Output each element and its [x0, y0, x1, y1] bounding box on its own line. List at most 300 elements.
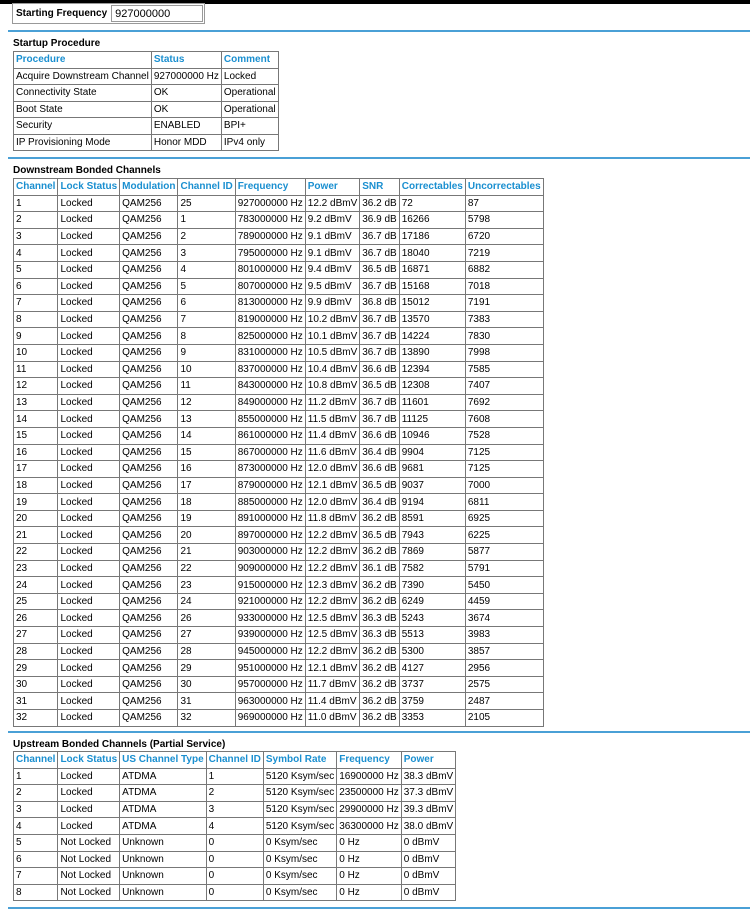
- table-cell: Locked: [58, 660, 120, 677]
- table-header-row: [14, 52, 279, 69]
- table-cell: 1: [14, 768, 58, 785]
- table-row: [14, 868, 456, 885]
- table-cell: 2: [14, 785, 58, 802]
- table-cell: 31: [14, 693, 58, 710]
- table-cell: QAM256: [120, 477, 178, 494]
- table-row: [14, 560, 544, 577]
- table-cell: Locked: [58, 311, 120, 328]
- table-cell: Locked: [58, 801, 120, 818]
- table-cell: Boot State: [14, 101, 152, 118]
- table-row: [14, 228, 544, 245]
- table-cell: 4127: [399, 660, 465, 677]
- table-cell: 3857: [465, 643, 543, 660]
- table-cell: 0 Hz: [337, 851, 402, 868]
- table-cell: 3: [14, 801, 58, 818]
- table-cell: 12.5 dBmV: [305, 627, 359, 644]
- table-cell: QAM256: [120, 610, 178, 627]
- table-row: [14, 643, 544, 660]
- table-cell: ATDMA: [120, 768, 207, 785]
- table-cell: Locked: [58, 278, 120, 295]
- table-cell: 10.4 dBmV: [305, 361, 359, 378]
- table-cell: 25: [14, 593, 58, 610]
- table-cell: 789000000 Hz: [235, 228, 305, 245]
- table-cell: QAM256: [120, 693, 178, 710]
- table-row: [14, 85, 279, 102]
- table-cell: Locked: [58, 544, 120, 561]
- downstream-title: Downstream Bonded Channels: [13, 165, 161, 176]
- table-row: [14, 494, 544, 511]
- table-cell: 5450: [465, 577, 543, 594]
- table-cell: 17: [14, 461, 58, 478]
- table-cell: Connectivity State: [14, 85, 152, 102]
- starting-frequency-input[interactable]: 927000000: [111, 5, 203, 22]
- column-header: Procedure: [14, 52, 152, 69]
- table-cell: 7: [14, 868, 58, 885]
- table-cell: 22: [14, 544, 58, 561]
- table-cell: 36300000 Hz: [337, 818, 402, 835]
- table-cell: 36.3 dB: [360, 610, 399, 627]
- table-cell: 921000000 Hz: [235, 593, 305, 610]
- table-cell: 6225: [465, 527, 543, 544]
- table-cell: Locked: [58, 295, 120, 312]
- table-row: [14, 527, 544, 544]
- table-cell: 36.2 dB: [360, 544, 399, 561]
- table-row: [14, 818, 456, 835]
- table-cell: 8: [14, 884, 58, 901]
- table-cell: 23: [14, 560, 58, 577]
- table-cell: QAM256: [120, 494, 178, 511]
- table-cell: 7869: [399, 544, 465, 561]
- table-row: [14, 851, 456, 868]
- table-cell: 0 Ksym/sec: [263, 834, 336, 851]
- table-cell: 885000000 Hz: [235, 494, 305, 511]
- table-cell: 5300: [399, 643, 465, 660]
- table-cell: 39.3 dBmV: [401, 801, 455, 818]
- table-row: [14, 710, 544, 727]
- table-cell: 9681: [399, 461, 465, 478]
- table-cell: QAM256: [120, 527, 178, 544]
- table-cell: 5: [178, 278, 235, 295]
- table-cell: 927000000 Hz: [235, 195, 305, 212]
- table-cell: 7998: [465, 344, 543, 361]
- table-row: [14, 344, 544, 361]
- table-cell: 12.3 dBmV: [305, 577, 359, 594]
- table-row: [14, 768, 456, 785]
- column-header: Channel: [14, 752, 58, 769]
- table-cell: 10.8 dBmV: [305, 378, 359, 395]
- table-cell: Locked: [58, 560, 120, 577]
- table-row: [14, 444, 544, 461]
- table-cell: Unknown: [120, 834, 207, 851]
- table-cell: QAM256: [120, 278, 178, 295]
- table-row: [14, 477, 544, 494]
- table-cell: 36.7 dB: [360, 245, 399, 262]
- table-cell: 807000000 Hz: [235, 278, 305, 295]
- table-cell: 12.2 dBmV: [305, 593, 359, 610]
- table-cell: 13: [178, 411, 235, 428]
- table-cell: 12394: [399, 361, 465, 378]
- table-cell: QAM256: [120, 444, 178, 461]
- table-cell: 15: [178, 444, 235, 461]
- table-cell: 36.7 dB: [360, 344, 399, 361]
- table-cell: Operational: [221, 101, 278, 118]
- table-cell: 32: [14, 710, 58, 727]
- table-cell: 36.2 dB: [360, 693, 399, 710]
- table-cell: Locked: [58, 676, 120, 693]
- table-row: [14, 627, 544, 644]
- table-cell: 855000000 Hz: [235, 411, 305, 428]
- table-cell: BPI+: [221, 118, 278, 135]
- table-cell: 28: [178, 643, 235, 660]
- table-row: [14, 427, 544, 444]
- table-cell: Security: [14, 118, 152, 135]
- table-cell: 5877: [465, 544, 543, 561]
- table-cell: Locked: [58, 444, 120, 461]
- table-cell: 3: [178, 245, 235, 262]
- table-cell: 819000000 Hz: [235, 311, 305, 328]
- column-header: US Channel Type: [120, 752, 207, 769]
- table-cell: QAM256: [120, 577, 178, 594]
- table-cell: 9: [178, 344, 235, 361]
- table-cell: 12.2 dBmV: [305, 560, 359, 577]
- table-cell: 801000000 Hz: [235, 261, 305, 278]
- table-cell: 12.0 dBmV: [305, 461, 359, 478]
- table-cell: 5243: [399, 610, 465, 627]
- table-cell: Locked: [58, 411, 120, 428]
- table-cell: ATDMA: [120, 785, 207, 802]
- table-cell: 5120 Ksym/sec: [263, 785, 336, 802]
- section-divider: [8, 30, 750, 32]
- table-cell: 891000000 Hz: [235, 510, 305, 527]
- column-header: Comment: [221, 52, 278, 69]
- table-cell: 0 Ksym/sec: [263, 868, 336, 885]
- table-cell: 3: [206, 801, 263, 818]
- column-header: Channel ID: [178, 179, 235, 196]
- table-header-row: [14, 752, 456, 769]
- table-cell: 11.8 dBmV: [305, 510, 359, 527]
- table-cell: 30: [178, 676, 235, 693]
- table-cell: 3759: [399, 693, 465, 710]
- table-row: [14, 195, 544, 212]
- table-cell: 3737: [399, 676, 465, 693]
- table-cell: 879000000 Hz: [235, 477, 305, 494]
- table-cell: 3353: [399, 710, 465, 727]
- downstream-table: [13, 178, 544, 727]
- table-cell: 10: [178, 361, 235, 378]
- section-divider: [8, 731, 750, 733]
- table-cell: 945000000 Hz: [235, 643, 305, 660]
- table-cell: 7191: [465, 295, 543, 312]
- table-cell: 37.3 dBmV: [401, 785, 455, 802]
- table-cell: QAM256: [120, 245, 178, 262]
- table-cell: 36.7 dB: [360, 311, 399, 328]
- table-cell: 17: [178, 477, 235, 494]
- table-cell: Locked: [58, 261, 120, 278]
- table-cell: Unknown: [120, 868, 207, 885]
- table-cell: 10: [14, 344, 58, 361]
- table-cell: 31: [178, 693, 235, 710]
- table-row: [14, 577, 544, 594]
- table-cell: 36.2 dB: [360, 510, 399, 527]
- table-row: [14, 676, 544, 693]
- table-cell: 903000000 Hz: [235, 544, 305, 561]
- table-cell: 36.2 dB: [360, 577, 399, 594]
- table-cell: 36.7 dB: [360, 328, 399, 345]
- table-cell: 10.1 dBmV: [305, 328, 359, 345]
- table-cell: OK: [151, 85, 221, 102]
- table-cell: 12: [14, 378, 58, 395]
- table-cell: QAM256: [120, 228, 178, 245]
- table-cell: Locked: [58, 818, 120, 835]
- table-cell: 813000000 Hz: [235, 295, 305, 312]
- table-cell: 0: [206, 834, 263, 851]
- table-cell: 9904: [399, 444, 465, 461]
- table-row: [14, 361, 544, 378]
- table-cell: 7528: [465, 427, 543, 444]
- table-cell: 0 dBmV: [401, 884, 455, 901]
- table-cell: QAM256: [120, 510, 178, 527]
- table-cell: 9.2 dBmV: [305, 212, 359, 229]
- table-row: [14, 884, 456, 901]
- table-cell: 27: [178, 627, 235, 644]
- table-cell: Unknown: [120, 884, 207, 901]
- table-cell: 849000000 Hz: [235, 394, 305, 411]
- table-cell: 27: [14, 627, 58, 644]
- table-row: [14, 593, 544, 610]
- table-cell: 13570: [399, 311, 465, 328]
- table-row: [14, 693, 544, 710]
- table-cell: 36.5 dB: [360, 527, 399, 544]
- table-cell: QAM256: [120, 311, 178, 328]
- table-cell: 24: [178, 593, 235, 610]
- table-cell: 16266: [399, 212, 465, 229]
- table-cell: 927000000 Hz: [151, 68, 221, 85]
- table-cell: 1: [206, 768, 263, 785]
- table-cell: 15: [14, 427, 58, 444]
- table-row: [14, 660, 544, 677]
- table-cell: 9.1 dBmV: [305, 245, 359, 262]
- table-cell: QAM256: [120, 411, 178, 428]
- table-cell: 933000000 Hz: [235, 610, 305, 627]
- table-cell: 7018: [465, 278, 543, 295]
- table-cell: 18: [178, 494, 235, 511]
- table-cell: 9037: [399, 477, 465, 494]
- table-cell: Locked: [58, 228, 120, 245]
- table-cell: Locked: [58, 477, 120, 494]
- table-row: [14, 461, 544, 478]
- table-cell: 8591: [399, 510, 465, 527]
- table-cell: Locked: [58, 328, 120, 345]
- table-row: [14, 544, 544, 561]
- table-cell: 939000000 Hz: [235, 627, 305, 644]
- table-cell: 7125: [465, 444, 543, 461]
- table-cell: Locked: [58, 195, 120, 212]
- table-cell: 0 Hz: [337, 884, 402, 901]
- table-row: [14, 411, 544, 428]
- startup-table: [13, 51, 279, 151]
- column-header: Channel: [14, 179, 58, 196]
- table-cell: 7407: [465, 378, 543, 395]
- table-cell: Acquire Downstream Channel: [14, 68, 152, 85]
- table-cell: 17186: [399, 228, 465, 245]
- table-cell: 12.2 dBmV: [305, 643, 359, 660]
- column-header: Frequency: [337, 752, 402, 769]
- table-cell: QAM256: [120, 660, 178, 677]
- table-cell: 36.6 dB: [360, 427, 399, 444]
- table-cell: IP Provisioning Mode: [14, 134, 152, 151]
- table-cell: 6249: [399, 593, 465, 610]
- table-cell: 11.7 dBmV: [305, 676, 359, 693]
- table-cell: Locked: [58, 461, 120, 478]
- table-cell: 7125: [465, 461, 543, 478]
- table-cell: 36.7 dB: [360, 228, 399, 245]
- section-divider: [8, 157, 750, 159]
- table-cell: 36.7 dB: [360, 394, 399, 411]
- table-cell: Locked: [58, 785, 120, 802]
- table-cell: 7830: [465, 328, 543, 345]
- table-cell: 23500000 Hz: [337, 785, 402, 802]
- table-cell: 18040: [399, 245, 465, 262]
- table-cell: Locked: [58, 768, 120, 785]
- table-row: [14, 785, 456, 802]
- table-cell: 0 Hz: [337, 868, 402, 885]
- table-cell: 28: [14, 643, 58, 660]
- table-cell: 831000000 Hz: [235, 344, 305, 361]
- table-cell: 6882: [465, 261, 543, 278]
- table-row: [14, 610, 544, 627]
- table-row: [14, 68, 279, 85]
- table-cell: 21: [178, 544, 235, 561]
- table-cell: 909000000 Hz: [235, 560, 305, 577]
- table-row: [14, 378, 544, 395]
- table-cell: 13890: [399, 344, 465, 361]
- table-cell: QAM256: [120, 676, 178, 693]
- table-cell: 21: [14, 527, 58, 544]
- table-cell: 29: [14, 660, 58, 677]
- table-row: [14, 801, 456, 818]
- table-cell: 36.3 dB: [360, 627, 399, 644]
- table-cell: ENABLED: [151, 118, 221, 135]
- table-cell: Locked: [58, 610, 120, 627]
- table-cell: QAM256: [120, 461, 178, 478]
- table-cell: 3983: [465, 627, 543, 644]
- table-cell: 6811: [465, 494, 543, 511]
- table-cell: 5513: [399, 627, 465, 644]
- table-cell: 32: [178, 710, 235, 727]
- table-cell: 0 Hz: [337, 834, 402, 851]
- table-cell: ATDMA: [120, 801, 207, 818]
- table-cell: Locked: [58, 593, 120, 610]
- table-cell: Operational: [221, 85, 278, 102]
- table-row: [14, 245, 544, 262]
- table-row: [14, 261, 544, 278]
- table-cell: 969000000 Hz: [235, 710, 305, 727]
- table-cell: 783000000 Hz: [235, 212, 305, 229]
- table-cell: 6: [14, 278, 58, 295]
- table-cell: 4: [14, 245, 58, 262]
- table-cell: 795000000 Hz: [235, 245, 305, 262]
- table-cell: 0 Ksym/sec: [263, 851, 336, 868]
- table-cell: Not Locked: [58, 868, 120, 885]
- table-row: [14, 101, 279, 118]
- starting-frequency-label: Starting Frequency: [16, 8, 108, 19]
- table-cell: 20: [178, 527, 235, 544]
- table-cell: ATDMA: [120, 818, 207, 835]
- table-cell: 16: [14, 444, 58, 461]
- table-cell: 14224: [399, 328, 465, 345]
- table-cell: 2: [206, 785, 263, 802]
- table-cell: 915000000 Hz: [235, 577, 305, 594]
- table-cell: QAM256: [120, 593, 178, 610]
- column-header: Symbol Rate: [263, 752, 336, 769]
- table-cell: 5120 Ksym/sec: [263, 801, 336, 818]
- table-cell: 12.2 dBmV: [305, 527, 359, 544]
- startup-title: Startup Procedure: [13, 38, 101, 49]
- table-cell: 837000000 Hz: [235, 361, 305, 378]
- table-cell: 2: [14, 212, 58, 229]
- table-cell: 36.2 dB: [360, 195, 399, 212]
- table-cell: 12.1 dBmV: [305, 477, 359, 494]
- table-cell: 72: [399, 195, 465, 212]
- table-row: [14, 834, 456, 851]
- table-cell: Locked: [58, 427, 120, 444]
- table-cell: 13: [14, 394, 58, 411]
- table-cell: 36.5 dB: [360, 261, 399, 278]
- column-header: Uncorrectables: [465, 179, 543, 196]
- column-header: Status: [151, 52, 221, 69]
- table-cell: 9.9 dBmV: [305, 295, 359, 312]
- table-cell: 10.5 dBmV: [305, 344, 359, 361]
- table-cell: 38.3 dBmV: [401, 768, 455, 785]
- table-cell: 1: [14, 195, 58, 212]
- table-cell: 5120 Ksym/sec: [263, 768, 336, 785]
- table-cell: 5: [14, 834, 58, 851]
- table-cell: 11.4 dBmV: [305, 427, 359, 444]
- table-cell: 19: [178, 510, 235, 527]
- table-row: [14, 295, 544, 312]
- table-cell: 11601: [399, 394, 465, 411]
- table-cell: 23: [178, 577, 235, 594]
- table-cell: 867000000 Hz: [235, 444, 305, 461]
- table-cell: QAM256: [120, 195, 178, 212]
- table-cell: 36.1 dB: [360, 560, 399, 577]
- section-divider: [8, 907, 750, 909]
- column-header: Modulation: [120, 179, 178, 196]
- table-row: [14, 394, 544, 411]
- column-header: Power: [401, 752, 455, 769]
- table-cell: QAM256: [120, 361, 178, 378]
- starting-frequency-box: [12, 3, 205, 24]
- table-cell: 7582: [399, 560, 465, 577]
- table-row: [14, 118, 279, 135]
- table-cell: 12.0 dBmV: [305, 494, 359, 511]
- table-cell: Not Locked: [58, 851, 120, 868]
- table-cell: QAM256: [120, 560, 178, 577]
- table-cell: 1: [178, 212, 235, 229]
- table-cell: 957000000 Hz: [235, 676, 305, 693]
- table-cell: Not Locked: [58, 834, 120, 851]
- table-cell: 36.8 dB: [360, 295, 399, 312]
- table-cell: 11.4 dBmV: [305, 693, 359, 710]
- table-cell: 36.6 dB: [360, 361, 399, 378]
- table-cell: QAM256: [120, 261, 178, 278]
- table-cell: 963000000 Hz: [235, 693, 305, 710]
- table-cell: Locked: [58, 577, 120, 594]
- table-cell: 3674: [465, 610, 543, 627]
- table-cell: Locked: [58, 245, 120, 262]
- table-cell: 16: [178, 461, 235, 478]
- table-cell: 7219: [465, 245, 543, 262]
